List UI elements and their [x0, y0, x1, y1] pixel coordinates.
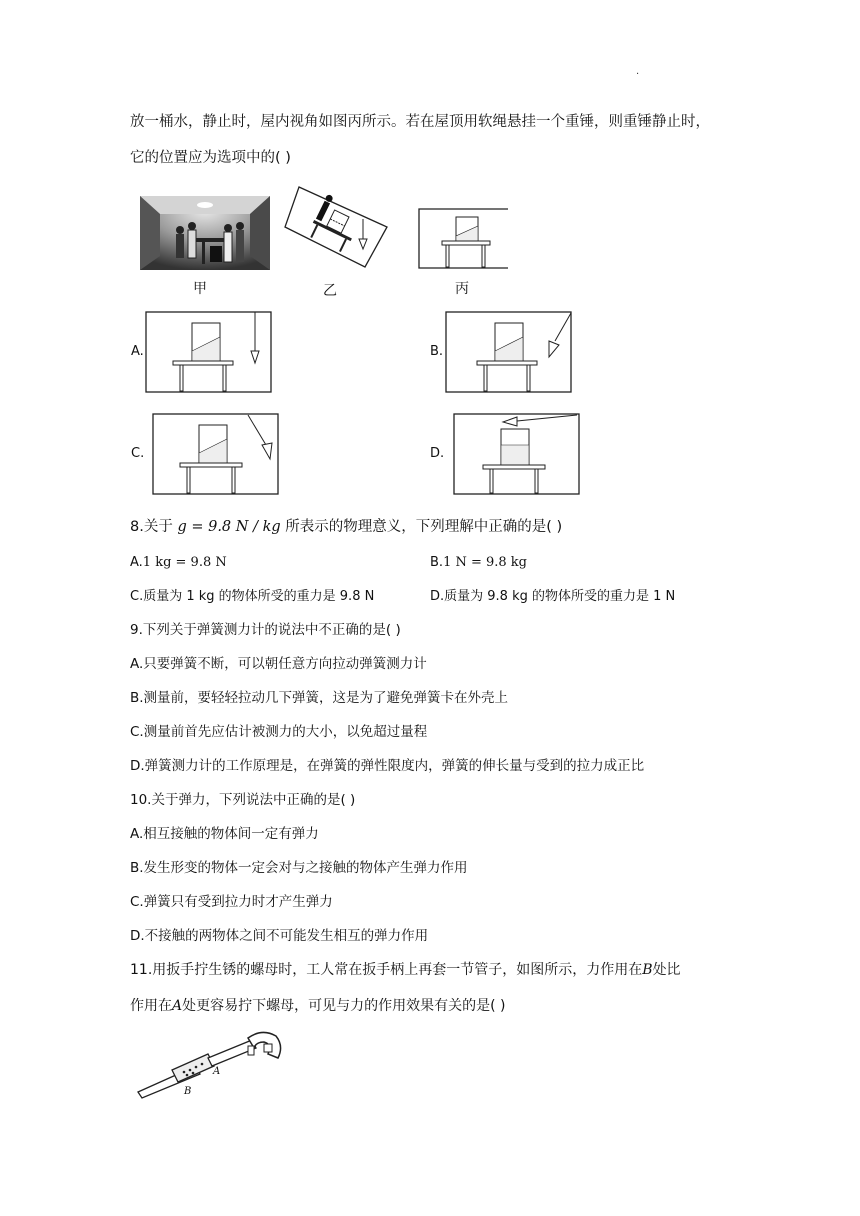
q7-line1: 放一桶水，静止时，屋内视角如图丙所示。若在屋顶用软绳悬挂一个重锤，则重锤静止时，: [130, 114, 710, 130]
caption-bing: 丙: [455, 281, 469, 297]
q8-option-d: D.质量为 9.8 kg 的物体所受的重力是 1 N: [430, 589, 676, 604]
q11-point-a: A: [172, 998, 183, 1014]
q8-option-c: C.质量为 1 kg 的物体所受的重力是 9.8 N: [130, 589, 375, 604]
q7-option-c-figure: [152, 413, 279, 495]
q10-option-c: C.弹簧只有受到拉力时才产生弹力: [130, 894, 333, 910]
figure-bing-room-view: [418, 208, 510, 270]
q7-line2: 它的位置应为选项中的( ): [130, 150, 291, 166]
q11-point-b: B: [642, 962, 653, 978]
q7-option-c-label: C.: [131, 446, 145, 461]
caption-yi: 乙: [323, 283, 337, 299]
q8-stem-suffix: 所表示的物理意义，下列理解中正确的是( ): [285, 519, 563, 535]
q8-stem: [130, 517, 562, 537]
q8-option-b-formula: 1 N = 9.8 kg: [443, 555, 528, 570]
q11-line2: [130, 996, 506, 1016]
wrench-label-b: B: [184, 1086, 192, 1097]
caption-jia: 甲: [193, 281, 207, 297]
q8-option-a: [130, 553, 227, 573]
figure-yi-tilted-room: [283, 183, 393, 269]
q10-option-b: B.发生形变的物体一定会对与之接触的物体产生弹力作用: [130, 860, 468, 876]
q8-option-a-formula: 1 kg = 9.8 N: [142, 555, 227, 570]
q9-option-c: C.测量前首先应估计被测力的大小，以免超过量程: [130, 724, 428, 740]
q9-stem: 9.下列关于弹簧测力计的说法中不正确的是( ): [130, 622, 401, 638]
q8-stem-formula: g = 9.8 N / kg: [177, 519, 281, 535]
wrench-label-a: A: [213, 1066, 221, 1077]
q8-option-b-label: B.: [430, 555, 444, 570]
q8-option-a-label: A.: [130, 555, 143, 570]
q11-line2-suffix: 处更容易拧下螺母，可见与力的作用效果有关的是( ): [182, 998, 506, 1014]
q7-option-b-figure: [445, 311, 572, 393]
q7-option-d-label: D.: [430, 446, 445, 461]
q9-option-b: B.测量前，要轻轻拉动几下弹簧，这是为了避免弹簧卡在外壳上: [130, 690, 509, 706]
q9-option-d: D.弹簧测力计的工作原理是，在弹簧的弹性限度内，弹簧的伸长量与受到的拉力成正比: [130, 758, 645, 774]
q9-option-a: A.只要弹簧不断，可以朝任意方向拉动弹簧测力计: [130, 656, 427, 672]
q10-stem: 10.关于弹力，下列说法中正确的是( ): [130, 792, 356, 808]
q8-stem-prefix: 8.关于: [130, 519, 173, 535]
q11-line1-suffix: 处比: [652, 962, 681, 978]
q7-option-a-label: A.: [131, 344, 144, 359]
header-dot: .: [636, 66, 640, 77]
q7-option-b-label: B.: [430, 344, 444, 359]
q11-line1-prefix: 11.用扳手拧生锈的螺母时，工人常在扳手柄上再套一节管子，如图所示，力作用在: [130, 962, 643, 978]
q11-line2-prefix: 作用在: [130, 998, 172, 1014]
q11-line1: [130, 960, 681, 980]
q10-option-d: D.不接触的两物体之间不可能发生相互的弹力作用: [130, 928, 429, 944]
q8-option-b: [430, 553, 527, 573]
q10-option-a: A.相互接触的物体间一定有弹力: [130, 826, 319, 842]
q7-option-d-figure: [453, 413, 580, 495]
q7-option-a-figure: [145, 311, 272, 393]
figure-jia-photo: [140, 196, 270, 270]
wrench-figure: [136, 1030, 286, 1100]
